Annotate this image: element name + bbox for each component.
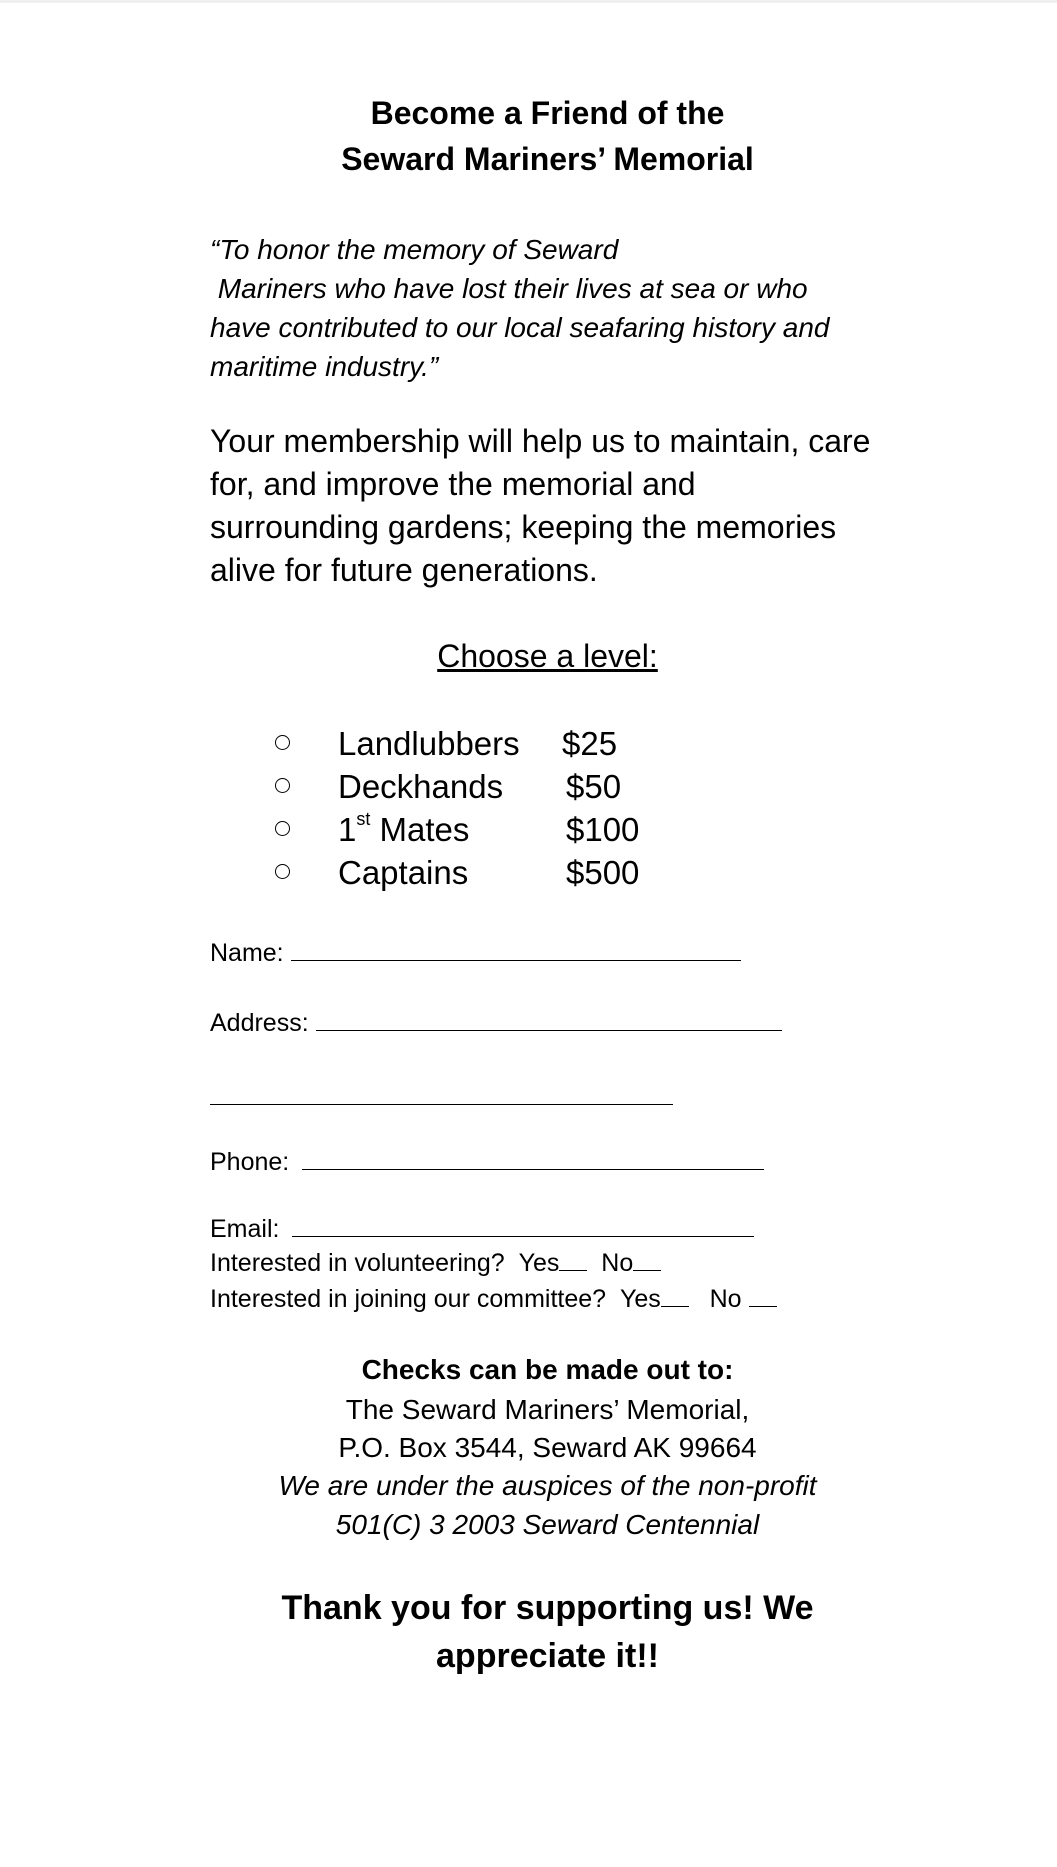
radio-circle-icon[interactable] [275,778,290,793]
nonprofit-note-line-1: We are under the auspices of the non-profit [278,1470,817,1501]
committee-question-row [210,1282,777,1316]
name-field-row [210,936,741,970]
radio-circle-icon[interactable] [275,735,290,750]
quote-line: maritime industry.” [210,351,439,382]
level-name-number: 1 [338,811,357,848]
email-input-line[interactable] [292,1212,754,1237]
volunteer-no-label: No [601,1249,634,1277]
payee-name: The Seward Mariners’ Memorial, [345,1394,750,1425]
committee-yes-label: Yes [619,1285,661,1313]
volunteer-question: Interested in volunteering? [210,1249,505,1277]
volunteer-no-blank[interactable] [633,1248,661,1271]
phone-field-row [210,1145,764,1179]
payee-address: P.O. Box 3544, Seward AK 99664 [338,1432,757,1463]
thank-you-line-2: appreciate it!! [436,1637,659,1675]
level-price: $500 [566,854,640,891]
name-input-line[interactable] [291,936,741,961]
volunteer-yes-label: Yes [518,1249,560,1277]
choose-level-text: Choose a level: [437,638,658,674]
intro-line: surrounding gardens; keeping the memories [210,509,837,545]
address-label: Address: [210,1009,309,1037]
phone-label: Phone: [210,1148,290,1176]
committee-yes-blank[interactable] [661,1284,689,1307]
phone-input-line[interactable] [302,1145,764,1170]
volunteer-question-row [210,1246,661,1280]
intro-line: for, and improve the memorial and [210,466,696,502]
radio-circle-icon[interactable] [275,821,290,836]
level-name: Deckhands [338,768,504,805]
level-name-word: Mates [370,811,470,848]
page-title-line-2: Seward Mariners’ Memorial [341,141,754,177]
level-name: Landlubbers [338,725,520,762]
mission-quote [210,230,910,386]
level-price: $50 [566,768,622,805]
membership-intro [210,420,910,592]
level-name [338,808,469,851]
email-field-row [210,1212,754,1246]
quote-line: have contributed to our local seafaring history and [210,312,830,343]
page-title-line-1: Become a Friend of the [370,95,725,131]
committee-no-label: No [709,1285,742,1313]
intro-line: Your membership will help us to maintain, care [210,423,871,459]
quote-line: “To honor the memory of Seward [210,234,619,265]
level-price: $100 [566,811,640,848]
quote-line: Mariners who have lost their lives at sea or who [210,273,808,304]
committee-no-blank[interactable] [749,1284,777,1307]
choose-level-heading [0,634,1057,678]
address-field-row [210,1006,782,1040]
committee-question: Interested in joining our committee? [210,1285,607,1313]
level-price: $25 [562,725,618,762]
name-label: Name: [210,939,284,967]
level-name: Captains [338,854,469,891]
radio-circle-icon[interactable] [275,864,290,879]
nonprofit-note-line-2: 501(C) 3 2003 Seward Centennial [335,1509,760,1540]
intro-line: alive for future generations. [210,552,598,588]
address-input-line[interactable] [316,1006,782,1031]
thank-you-line-1: Thank you for supporting us! We [281,1589,814,1627]
level-name-superscript: st [356,809,371,829]
address-second-line[interactable] [210,1104,673,1105]
checks-heading: Checks can be made out to: [361,1354,734,1385]
email-label: Email: [210,1215,280,1243]
volunteer-yes-blank[interactable] [559,1248,587,1271]
